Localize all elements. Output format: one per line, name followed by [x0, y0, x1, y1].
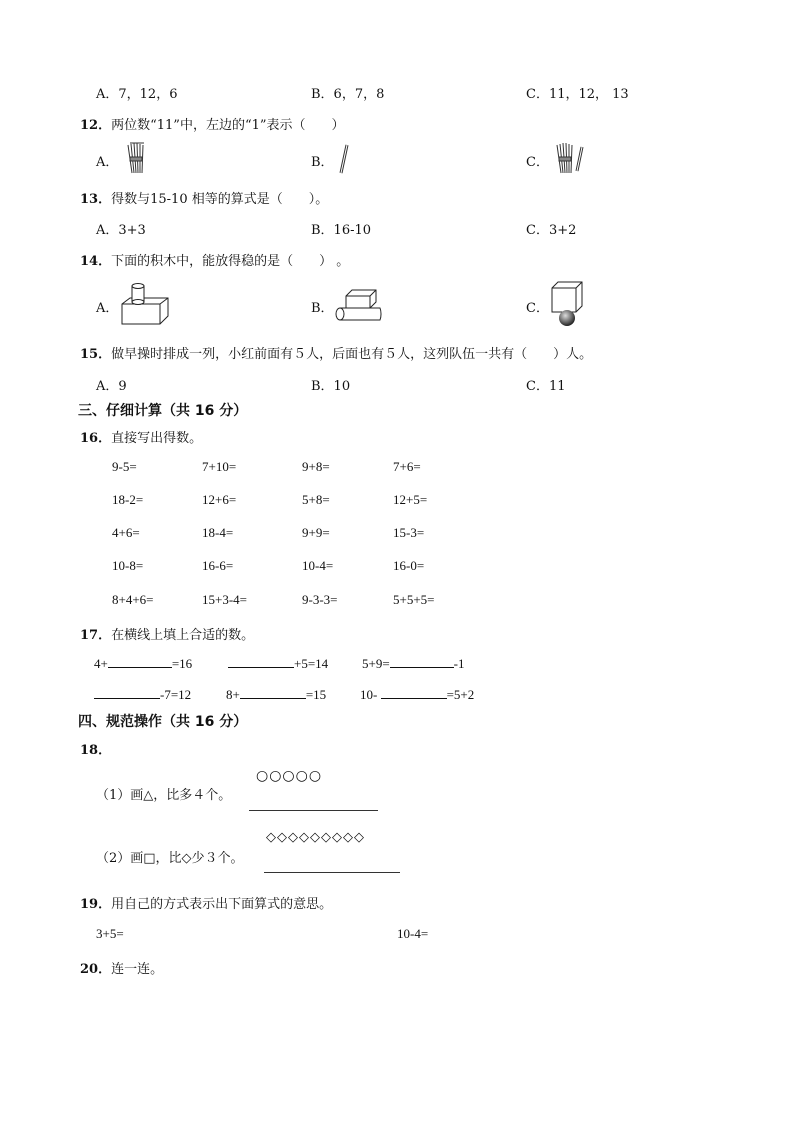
question-text: 直接写出得数。: [111, 431, 203, 446]
calc-item: 9-3-3=: [302, 592, 338, 607]
question-number: 19: [80, 897, 99, 912]
question-text: 在横线上填上合适的数。: [111, 628, 255, 643]
question-text: 下面的积木中，能放得稳的是（ ） 。: [111, 254, 350, 269]
calc-item: 7+10=: [202, 459, 237, 474]
calc-item: 4+6=: [112, 525, 140, 540]
calc-item: 16-6=: [202, 558, 234, 573]
q19-right-expression: 10-4=: [397, 926, 429, 941]
answer-blank[interactable]: [381, 686, 447, 699]
calc-item: 9+9=: [302, 525, 330, 540]
fill-blank-item: +5=14: [228, 655, 328, 672]
fill-blank-item: 5+9= -1: [362, 656, 465, 671]
calc-item: 15+3-4=: [202, 592, 247, 607]
q19-left-expression: 3+5=: [96, 926, 124, 941]
answer-blank[interactable]: [390, 655, 454, 668]
q13-option-b: B．16-10: [311, 223, 372, 238]
q14-option-a: A．: [96, 301, 119, 316]
answer-blank[interactable]: [108, 655, 172, 668]
bundle-and-stick-icon: [551, 141, 587, 177]
diamonds-row: ◇◇◇◇◇◇◇◇◇: [266, 830, 365, 845]
question-text: 做早操时排成一列，小红前面有５人，后面也有５人，这列队伍一共有（ ）人。: [111, 347, 593, 362]
q12-option-c: C．: [526, 155, 549, 170]
q12-option-b: B．: [311, 155, 334, 170]
q15-option-c: C．11: [526, 379, 566, 394]
single-stick-icon: [337, 143, 351, 175]
answer-blank[interactable]: [228, 655, 294, 668]
question-number: 13: [80, 192, 99, 207]
question-number: 18: [80, 743, 99, 758]
fill-blank-item: 8+ =15: [226, 687, 327, 702]
answer-line[interactable]: [249, 810, 378, 811]
question-14: 14．下面的积木中，能放得稳的是（ ） 。: [80, 254, 350, 269]
question-12: 12．两位数“11”中，左边的“1”表示（ ）: [80, 118, 345, 133]
calc-item: 8+4+6=: [112, 592, 154, 607]
calc-item: 5+8=: [302, 492, 330, 507]
calc-item: 12+6=: [202, 492, 237, 507]
question-number: 17: [80, 628, 99, 643]
question-text: 用自己的方式表示出下面算式的意思。: [111, 897, 333, 912]
question-text: 两位数“11”中，左边的“1”表示（ ）: [111, 118, 345, 133]
answer-blank[interactable]: [94, 686, 160, 699]
cylinder-on-block-icon: [118, 280, 172, 326]
calc-item: 9-5=: [112, 459, 137, 474]
section-heading-calculation: 三、仔细计算（共 16 分）: [78, 403, 248, 419]
q12-option-a: A．: [96, 155, 119, 170]
question-16: 16．直接写出得数。: [80, 431, 203, 446]
question-20: 20．连一连。: [80, 962, 164, 977]
q15-option-a: A．9: [96, 379, 127, 394]
question-number: 20: [80, 962, 99, 977]
cube-on-ball-icon: [546, 280, 586, 328]
question-number: 12: [80, 118, 99, 133]
q13-option-c: C．3+2: [526, 223, 577, 238]
q14-option-c: C．: [526, 301, 549, 316]
q18-part1-text: （1）画△，比多４个。: [96, 788, 232, 803]
q11-option-a: A．7，12，6: [96, 87, 178, 102]
calc-item: 12+5=: [393, 492, 428, 507]
fill-blank-item: 10- =5+2: [360, 687, 475, 702]
calc-item: 15-3=: [393, 525, 425, 540]
answer-line[interactable]: [264, 872, 400, 873]
circles-row: ○○○○○: [256, 768, 323, 784]
calc-item: 7+6=: [393, 459, 421, 474]
question-13: 13．得数与15-10 相等的算式是（ ）。: [80, 192, 329, 207]
question-number: 16: [80, 431, 99, 446]
question-text: 连一连。: [111, 962, 164, 977]
question-18: 18．: [80, 743, 112, 758]
block-on-cylinder-icon: [332, 288, 388, 324]
q11-option-c: C．11，12， 13: [526, 87, 629, 102]
q18-part2-text: （2）画□，比◇少３个。: [96, 851, 244, 866]
question-number: 14: [80, 254, 99, 269]
q13-option-a: A．3+3: [96, 223, 146, 238]
q15-option-b: B．10: [311, 379, 351, 394]
question-17: 17．在横线上填上合适的数。: [80, 628, 255, 643]
question-number: 15: [80, 347, 99, 362]
q14-option-b: B．: [311, 301, 334, 316]
calc-item: 10-4=: [302, 558, 334, 573]
fill-blank-item: -7=12: [94, 686, 191, 703]
question-15: 15．做早操时排成一列，小红前面有５人，后面也有５人，这列队伍一共有（ ）人。: [80, 347, 593, 362]
section-heading-operation: 四、规范操作（共 16 分）: [78, 714, 248, 730]
calc-item: 10-8=: [112, 558, 144, 573]
calc-item: 5+5+5=: [393, 592, 435, 607]
calc-item: 18-2=: [112, 492, 144, 507]
question-text: 得数与15-10 相等的算式是（ ）。: [111, 192, 329, 207]
answer-blank[interactable]: [240, 686, 306, 699]
calc-item: 18-4=: [202, 525, 234, 540]
bundle-of-sticks-icon: [122, 141, 148, 177]
calc-item: 16-0=: [393, 558, 425, 573]
calc-item: 9+8=: [302, 459, 330, 474]
question-19: 19．用自己的方式表示出下面算式的意思。: [80, 897, 333, 912]
q11-option-b: B．6，7，8: [311, 87, 385, 102]
fill-blank-item: 4+ =16: [94, 656, 193, 671]
